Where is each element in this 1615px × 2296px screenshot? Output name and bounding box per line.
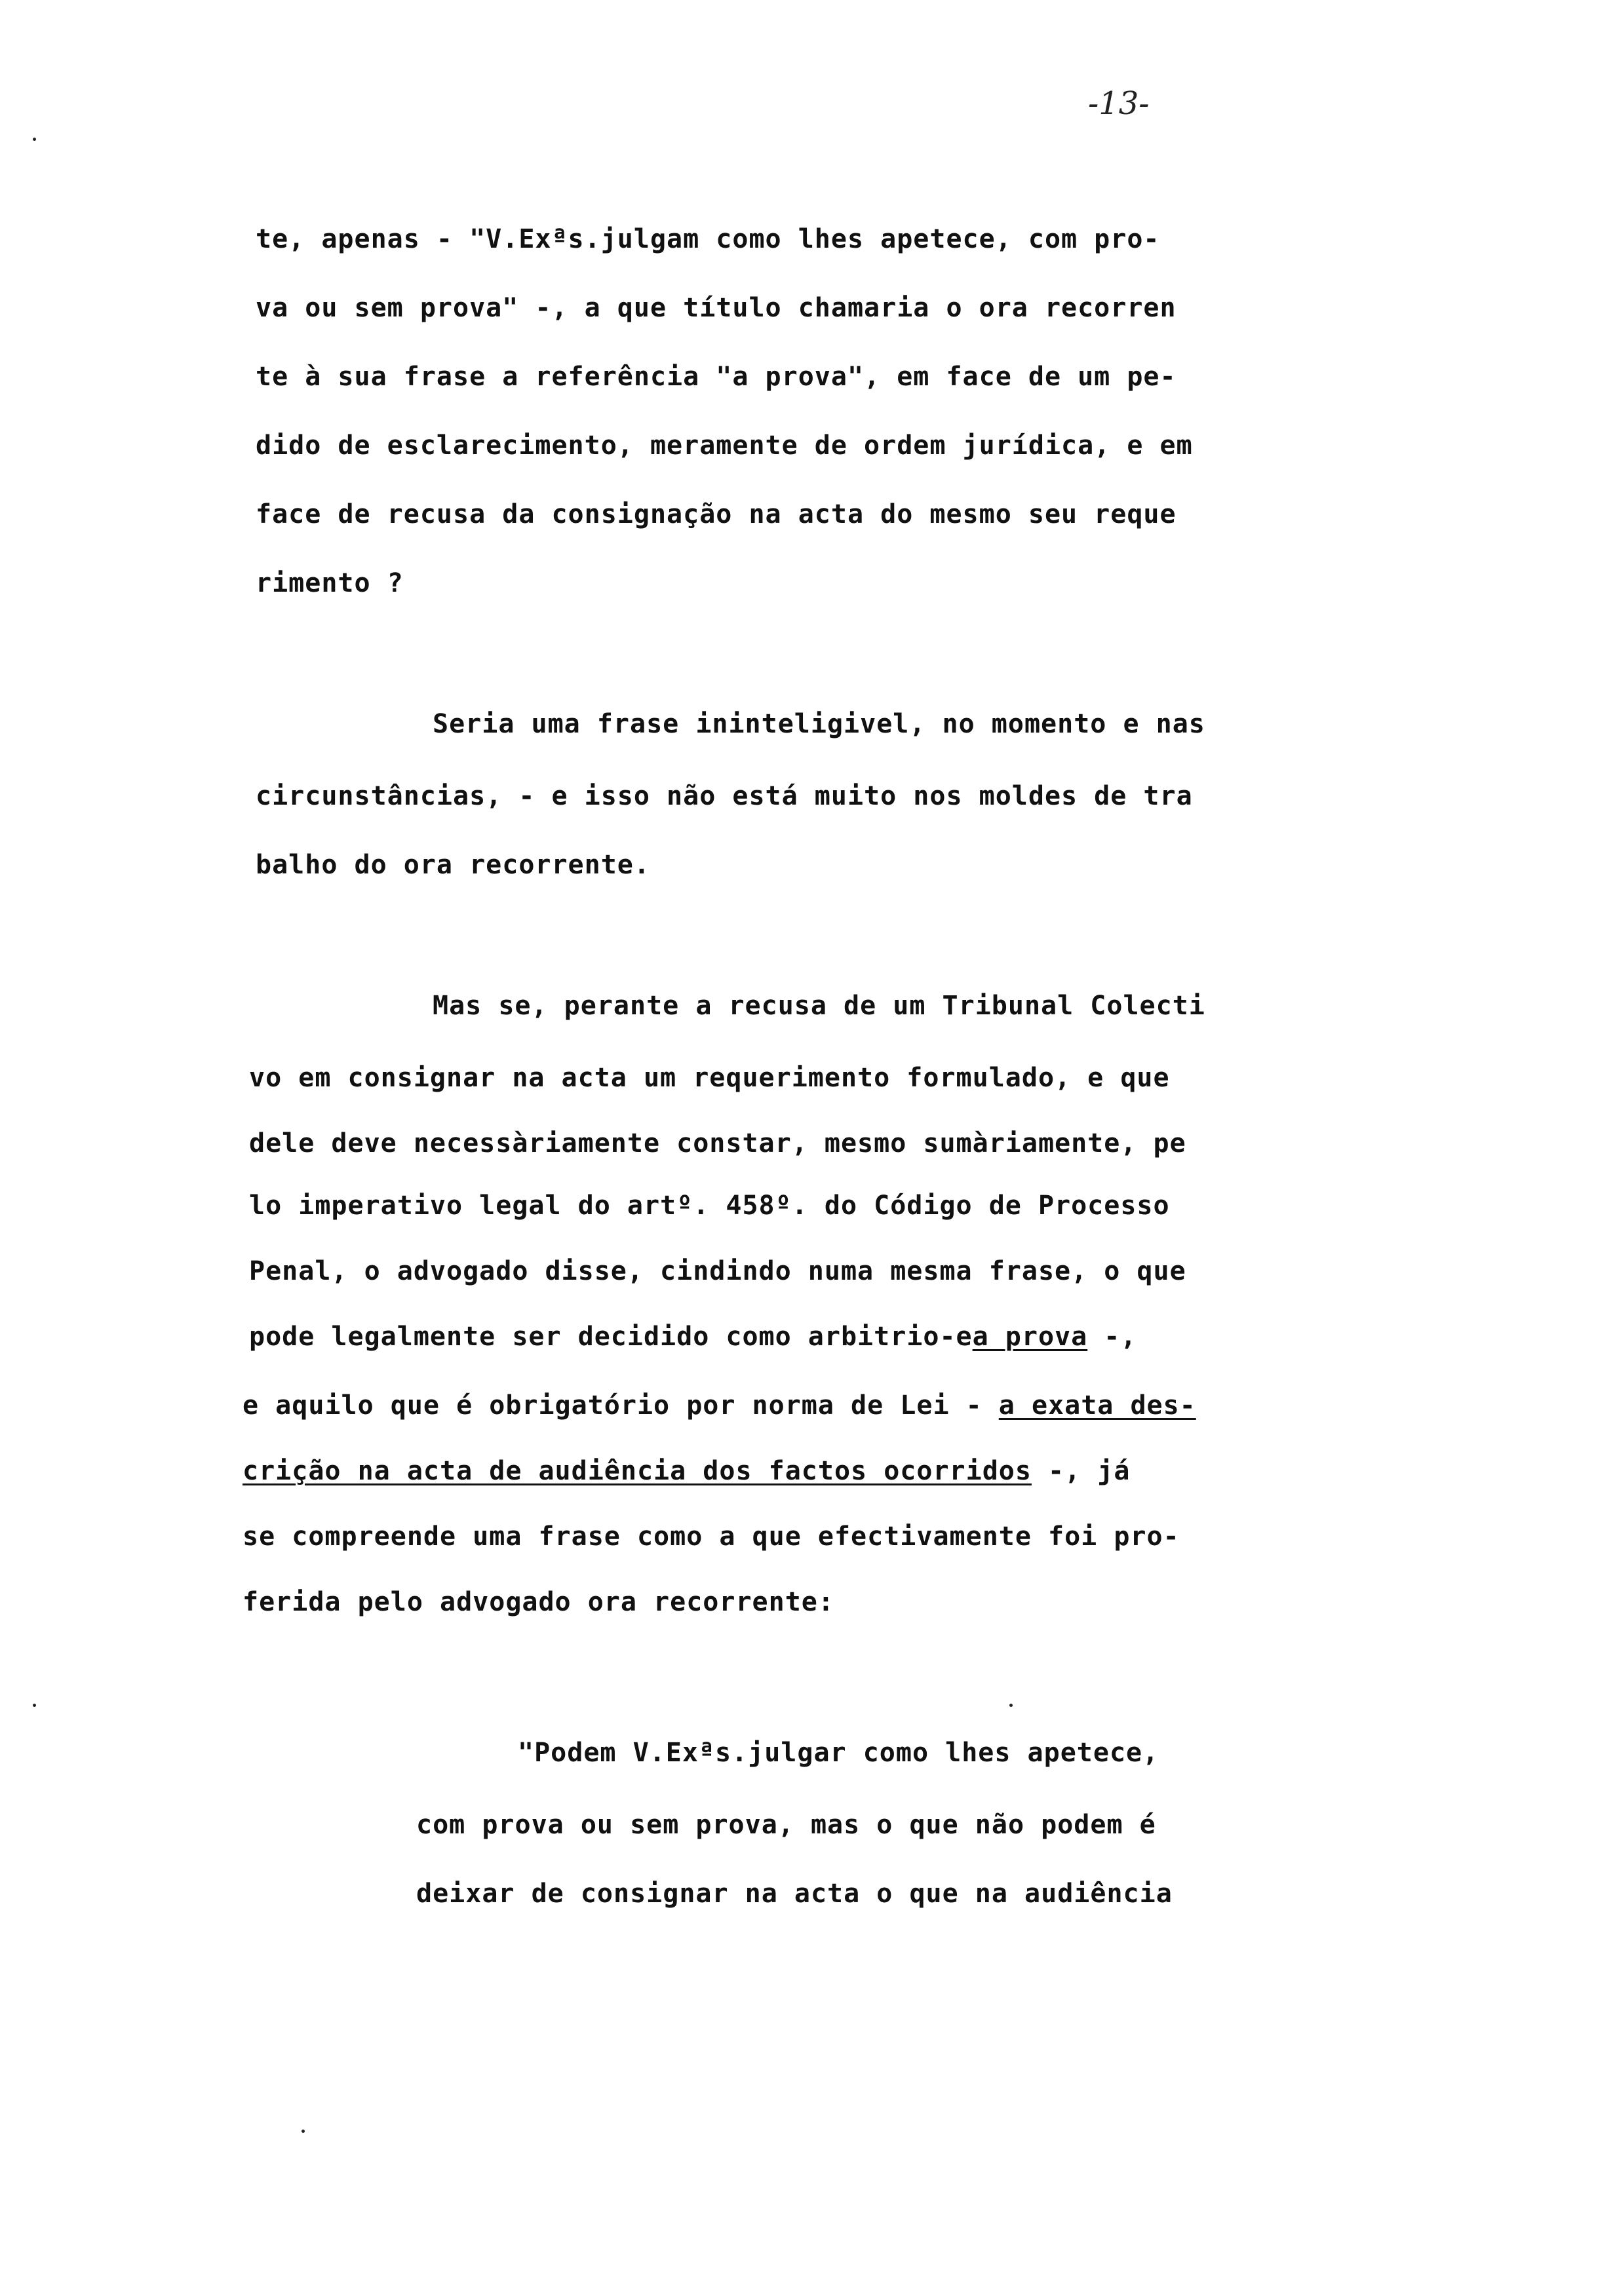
underlined-text: a prova — [972, 1322, 1088, 1352]
text-line: Penal, o advogado disse, cindindo numa mesma frase, o que — [249, 1256, 1186, 1286]
text-line: va ou sem prova" -, a que título chamaria o ora recorren — [256, 293, 1177, 323]
scan-speck — [33, 1704, 36, 1707]
text-line: ferida pelo advogado ora recorrente: — [243, 1587, 834, 1617]
text-line: dido de esclarecimento, meramente de ordem jurídica, e em — [256, 430, 1193, 461]
text-segment: -, — [1087, 1322, 1137, 1352]
text-line: te à sua frase a referência "a prova", em face de um pe- — [256, 362, 1177, 392]
scan-speck — [1009, 1704, 1013, 1707]
text-line: vo em consignar na acta um requerimento formulado, e que — [249, 1063, 1170, 1093]
text-line: dele deve necessàriamente constar, mesmo sumàriamente, pe — [249, 1128, 1186, 1158]
text-line — [249, 1324, 1137, 1350]
text-segment: -, já — [1031, 1456, 1131, 1486]
text-line: com prova ou sem prova, mas o que não podem é — [416, 1810, 1156, 1840]
text-line: "Podem V.Exªs.julgar como lhes apetece, — [518, 1738, 1159, 1768]
text-line: lo imperativo legal do artº. 458º. do Código de Processo — [249, 1191, 1170, 1221]
scan-speck — [33, 138, 36, 141]
text-line — [243, 1458, 1130, 1484]
page-number: -13- — [1088, 85, 1150, 122]
text-line: Mas se, perante a recusa de um Tribunal Colecti — [433, 991, 1205, 1021]
text-line: deixar de consignar na acta o que na audiência — [416, 1879, 1173, 1909]
text-line: balho do ora recorrente. — [256, 850, 650, 880]
underlined-text: a exata des- — [998, 1390, 1196, 1421]
text-line: Seria uma frase ininteligivel, no momento e nas — [433, 709, 1205, 739]
text-line: face de recusa da consignação na acta do mesmo seu reque — [256, 499, 1177, 529]
scan-speck — [302, 2130, 305, 2133]
text-line: rimento ? — [256, 568, 404, 598]
text-line: se compreende uma frase como a que efectivamente foi pro- — [243, 1521, 1180, 1552]
text-segment: e aquilo que é obrigatório por norma de Lei - — [243, 1390, 999, 1421]
underlined-text: crição na acta de audiência dos factos ocorridos — [243, 1456, 1032, 1486]
text-segment: pode legalmente ser decidido como arbitrio-e — [249, 1322, 973, 1352]
text-line: te, apenas - "V.Exªs.julgam como lhes apetece, com pro- — [256, 224, 1160, 254]
text-line — [243, 1392, 1196, 1419]
text-line: circunstâncias, - e isso não está muito nos moldes de tra — [256, 781, 1193, 811]
